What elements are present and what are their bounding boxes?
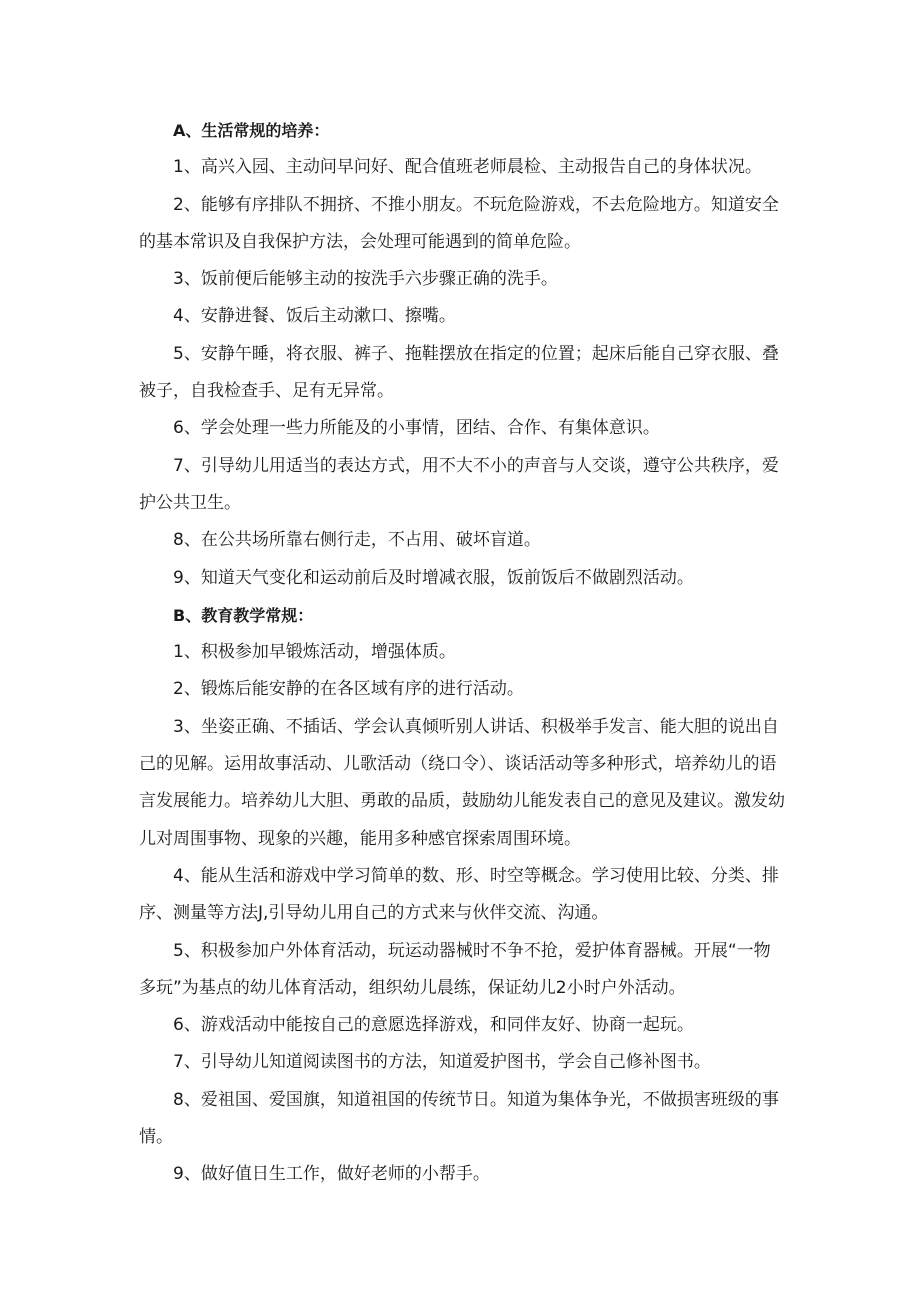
- section-b-item-2: 2、锻炼后能安静的在各区域有序的进行活动。: [173, 679, 524, 700]
- section-b-item-9: 9、做好值日生工作，做好老师的小帮手。: [173, 1164, 490, 1185]
- document-body: [0, 112, 920, 1194]
- section-a-item-9: 9、知道天气变化和运动前后及时增减衣服，饭前饭后不做剧烈活动。: [173, 567, 694, 588]
- section-a-item-7-cont: 护公共卫生。: [139, 492, 241, 513]
- section-b-item-4: 4、能从生活和游戏中学习简单的数、形、时空等概念。学习使用比较、分类、排: [173, 865, 779, 886]
- section-a-item-8: 8、在公共场所靠右侧行走，不占用、破坏盲道。: [173, 530, 541, 551]
- section-b-item-1: 1、积极参加早锻炼活动，增强体质。: [173, 642, 456, 663]
- section-a-item-4: 4、安静进餐、饭后主动漱口、擦嘴。: [173, 306, 456, 327]
- section-a-item-2-cont: 的基本常识及自我保护方法，会处理可能遇到的简单危险。: [139, 231, 581, 252]
- section-b-item-7: 7、引导幼儿知道阅读图书的方法，知道爱护图书，学会自己修补图书。: [173, 1052, 711, 1073]
- section-b-item-8: 8、爱祖国、爱国旗，知道祖国的传统节日。知道为集体争光，不做损害班级的事: [173, 1089, 779, 1110]
- section-b-item-8-cont: 情。: [139, 1127, 173, 1148]
- section-b-item-5-cont: 多玩”为基点的幼儿体育活动，组织幼儿晨练，保证幼儿2小时户外活动。: [139, 977, 686, 998]
- section-a-item-1: 1、高兴入园、主动问早问好、配合值班老师晨检、主动报告自己的身体状况。: [173, 157, 762, 178]
- section-a-item-5: 5、安静午睡，将衣服、裤子、拖鞋摆放在指定的位置；起床后能自己穿衣服、叠: [173, 343, 779, 364]
- section-a-item-2: 2、能够有序排队不拥挤、不推小朋友。不玩危险游戏，不去危险地方。知道安全: [173, 194, 779, 215]
- section-a-heading: A、生活常规的培养：: [173, 121, 330, 140]
- section-a-item-7: 7、引导幼儿用适当的表达方式，用不大不小的声音与人交谈，遵守公共秩序，爱: [173, 455, 779, 476]
- section-a-item-5-cont: 被子，自我检查手、足有无异常。: [139, 381, 394, 402]
- section-a-item-3: 3、饭前便后能够主动的按洗手六步骤正确的洗手。: [173, 269, 558, 290]
- section-a-item-6: 6、学会处理一些力所能及的小事情，团结、合作、有集体意识。: [173, 418, 660, 439]
- section-b-item-3: 3、坐姿正确、不插话、学会认真倾听别人讲话、积极举手发言、能大胆的说出自: [173, 716, 779, 737]
- section-b-item-3-cont: 己的见解。运用故事活动、儿歌活动（绕口令）、谈话活动等多种形式，培养幼儿的语: [139, 754, 777, 775]
- section-b-item-5: 5、积极参加户外体育活动，玩运动器械时不争不抢，爱护体育器械。开展“一物: [173, 940, 771, 961]
- section-b-heading: B、教育教学常规：: [173, 605, 314, 625]
- section-b-item-3-cont: 儿对周围事物、现象的兴趣，能用多种感官探索周围环境。: [139, 828, 581, 849]
- section-b-item-4-cont: 序、测量等方法J,引导幼儿用自己的方式来与伙伴交流、沟通。: [139, 903, 609, 924]
- section-b-item-3-cont: 言发展能力。培养幼儿大胆、勇敢的品质，鼓励幼儿能发表自己的意见及建议。激发幼: [139, 791, 785, 812]
- section-b-item-6: 6、游戏活动中能按自己的意愿选择游戏，和同伴友好、协商一起玩。: [173, 1015, 694, 1036]
